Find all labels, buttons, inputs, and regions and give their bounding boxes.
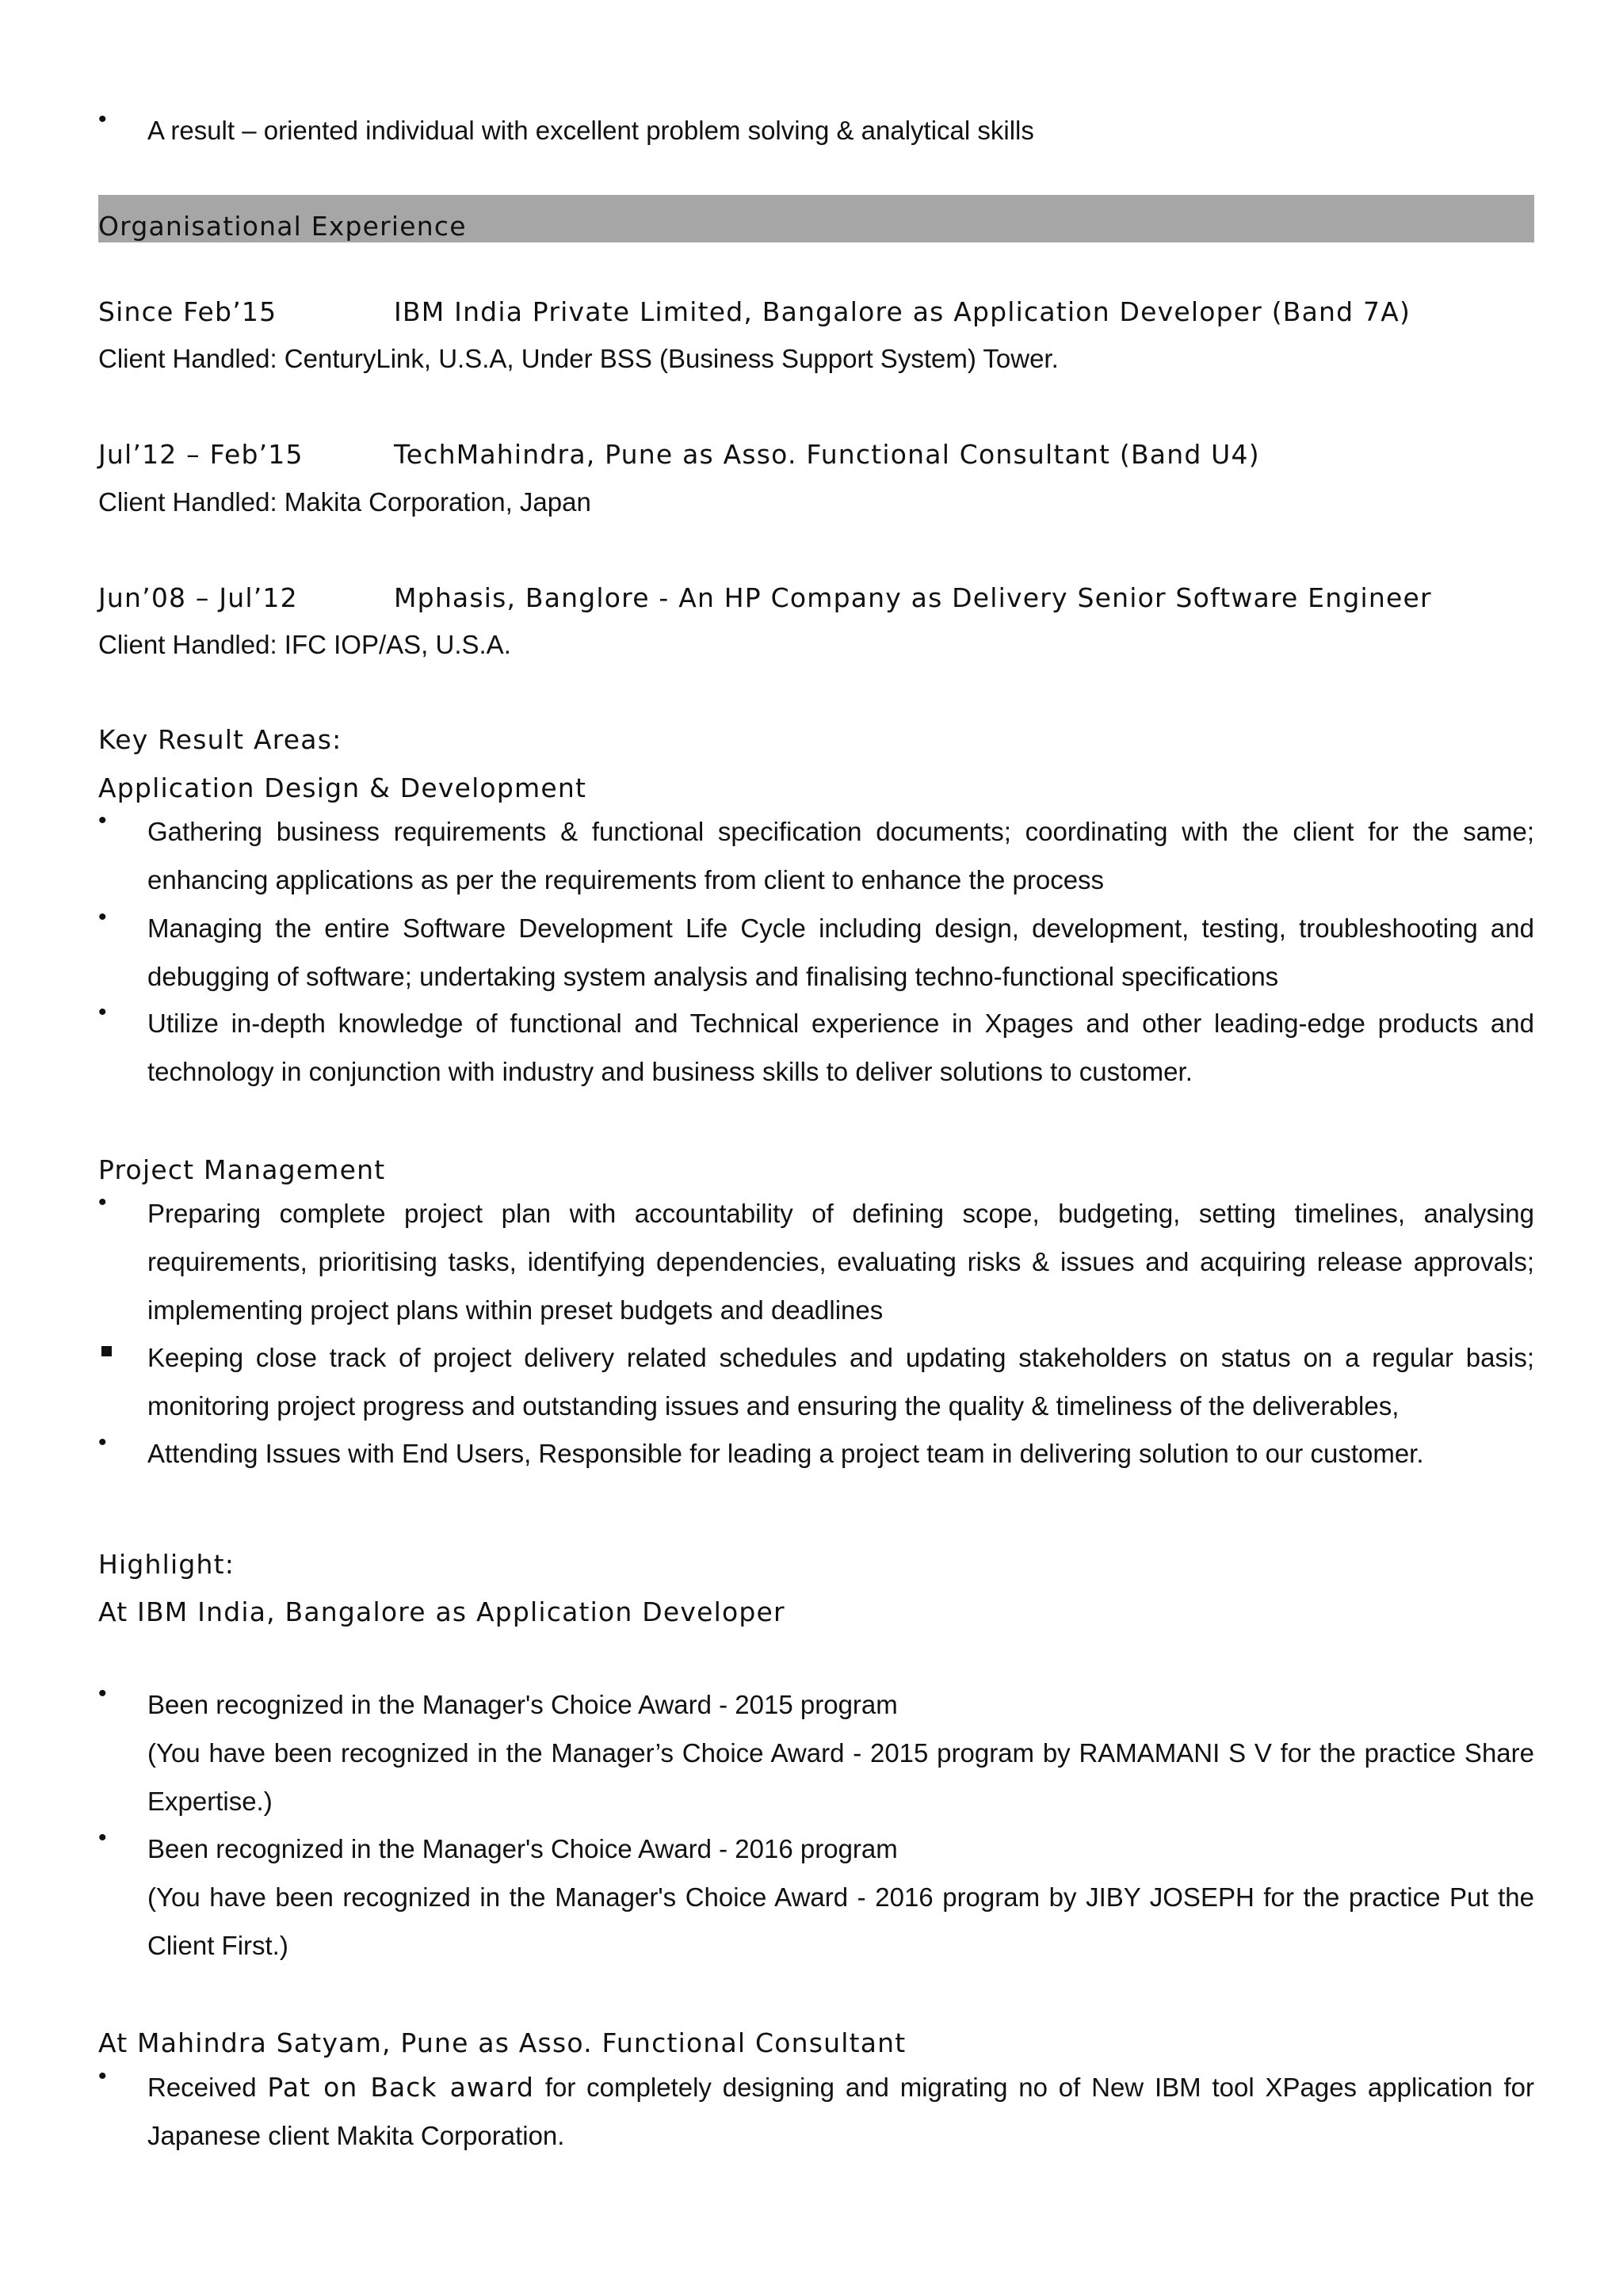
bullet-icon: • <box>98 1680 107 1707</box>
award-prefix: Received <box>147 2073 268 2102</box>
list-item: • Been recognized in the Manager's Choice Award - 2015 program (You have been recognized in the Manager’s Choice Award - 2015 program by RAMAMANI S V for the practice Share Expertise.) <box>98 1680 1534 1816</box>
project-management-title: Project Management <box>98 1154 386 1185</box>
list-item: • Gathering business requirements & functional specification documents; coordinating with the client for the same; enhancing applications as per the requirements from client to enhance the process <box>98 807 1534 894</box>
bullet-icon: • <box>98 1429 107 1455</box>
experience-period: Since Feb’15 <box>98 296 277 327</box>
bullet-icon: • <box>98 807 107 833</box>
experience-client: Client Handled: Makita Corporation, Japan <box>98 487 591 517</box>
list-item: • Utilize in-depth knowledge of functional and Technical experience in Xpages and other leading-edge products and technology in conjunction with industry and business skills to deliver solutions to customer. <box>98 999 1534 1086</box>
list-item: Keeping close track of project delivery related schedules and updating stakeholders on status on a regular basis; monitoring project progress and outstanding issues and ensuring the quality & timeliness of the deliverables, <box>98 1333 1534 1430</box>
mahindra-highlight-title: At Mahindra Satyam, Pune as Asso. Functional Consultant <box>98 2027 907 2058</box>
bullet-icon: • <box>98 1825 107 1851</box>
kra-title: Key Result Areas: <box>98 724 342 755</box>
bullet-icon: • <box>98 904 107 930</box>
experience-period: Jun’08 – Jul’12 <box>98 582 298 613</box>
list-item: • Attending Issues with End Users, Responsible for leading a project team in delivering solution to our customer. <box>98 1429 1424 1468</box>
square-bullet-icon <box>101 1346 112 1356</box>
intro-bullet: • A result – oriented individual with excellent problem solving & analytical skills <box>98 106 1034 145</box>
award-suffix: for completely designing and migrating no of New IBM tool XPages application for Japanese client Makita Corporation. <box>147 2073 1534 2150</box>
list-item: • Managing the entire Software Development Life Cycle including design, development, testing, troubleshooting and debugging of software; undertaking system analysis and finalising techno-functional specifications <box>98 904 1534 991</box>
experience-client: Client Handled: CenturyLink, U.S.A, Under BSS (Business Support System) Tower. <box>98 344 1059 373</box>
award-name: Pat on Back award <box>267 2072 535 2103</box>
list-item: • Been recognized in the Manager's Choice Award - 2016 program (You have been recognized in the Manager's Choice Award - 2016 program by JIBY JOSEPH for the practice Put the Client First.) <box>98 1825 1534 1960</box>
bullet-icon: • <box>98 106 107 132</box>
app-design-title: Application Design & Development <box>98 772 587 803</box>
section-header-bar <box>98 195 1534 242</box>
highlight-title: Highlight: <box>98 1549 235 1580</box>
experience-role: TechMahindra, Pune as Asso. Functional Consultant (Band U4) <box>394 439 1260 470</box>
experience-role: IBM India Private Limited, Bangalore as Application Developer (Band 7A) <box>394 296 1411 327</box>
list-item: • Preparing complete project plan with accountability of defining scope, budgeting, setting timelines, analysing requirements, prioritising tasks, identifying dependencies, evaluating risks & issues and acquiring release approvals; implementing project plans within preset budgets and deadlines <box>98 1189 1534 1325</box>
list-item <box>98 2063 1534 2160</box>
bullet-icon: • <box>98 999 107 1025</box>
experience-period: Jul’12 – Feb’15 <box>98 439 304 470</box>
section-title: Organisational Experience <box>98 211 467 242</box>
experience-client: Client Handled: IFC IOP/AS, U.S.A. <box>98 630 511 659</box>
experience-role: Mphasis, Banglore - An HP Company as Delivery Senior Software Engineer <box>394 582 1432 613</box>
bullet-icon: • <box>98 1189 107 1215</box>
ibm-highlight-title: At IBM India, Bangalore as Application Developer <box>98 1596 785 1627</box>
bullet-icon: • <box>98 2063 107 2089</box>
